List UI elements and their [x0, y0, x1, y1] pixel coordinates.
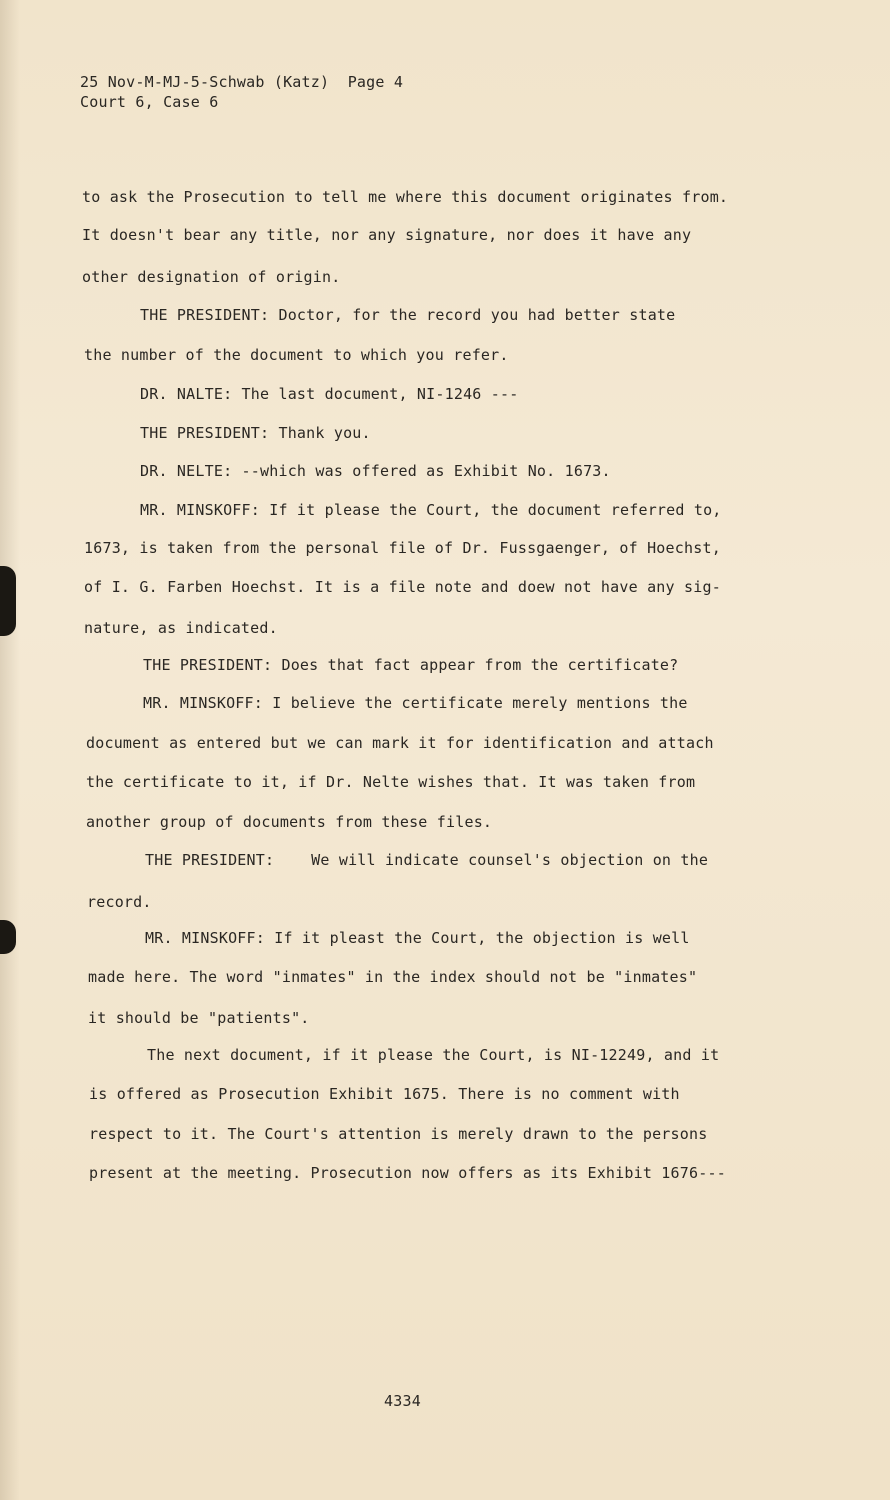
transcript-line-3: other designation of origin. — [82, 268, 341, 286]
header-line-case-ref: 25 Nov-M-MJ-5-Schwab (Katz) Page 4 — [80, 73, 404, 91]
header-line-court: Court 6, Case 6 — [80, 93, 219, 111]
transcript-line-22: it should be "patients". — [88, 1009, 310, 1027]
binder-hole-lower — [0, 920, 16, 954]
transcript-line-14: MR. MINSKOFF: I believe the certificate merely mentions the — [143, 694, 688, 712]
transcript-line-2: It doesn't bear any title, nor any signature, nor does it have any — [82, 226, 692, 244]
page-number: 4334 — [384, 1392, 421, 1410]
transcript-line-17: another group of documents from these files. — [86, 813, 493, 831]
transcript-line-12: nature, as indicated. — [84, 619, 278, 637]
transcript-line-25: respect to it. The Court's attention is merely drawn to the persons — [89, 1125, 708, 1143]
transcript-line-23: The next document, if it please the Court, is NI-12249, and it — [147, 1046, 720, 1064]
transcript-line-11: of I. G. Farben Hoechst. It is a file note and doew not have any sig- — [84, 578, 721, 596]
transcript-line-4: THE PRESIDENT: Doctor, for the record you had better state — [140, 306, 676, 324]
transcript-line-21: made here. The word "inmates" in the index should not be "inmates" — [88, 968, 698, 986]
page-header — [80, 72, 403, 112]
transcript-line-13: THE PRESIDENT: Does that fact appear from the certificate? — [143, 656, 679, 674]
transcript-line-8: DR. NELTE: --which was offered as Exhibit No. 1673. — [140, 462, 611, 480]
transcript-line-15: document as entered but we can mark it for identification and attach — [86, 734, 714, 752]
transcript-line-16: the certificate to it, if Dr. Nelte wishes that. It was taken from — [86, 773, 696, 791]
page-edge-shadow — [0, 0, 20, 1500]
transcript-line-18: THE PRESIDENT: We will indicate counsel's objection on the — [145, 851, 709, 869]
transcript-line-9: MR. MINSKOFF: If it please the Court, the document referred to, — [140, 501, 722, 519]
transcript-line-24: is offered as Prosecution Exhibit 1675. There is no comment with — [89, 1085, 680, 1103]
transcript-line-19: record. — [87, 893, 152, 911]
transcript-line-5: the number of the document to which you refer. — [84, 346, 509, 364]
transcript-line-7: THE PRESIDENT: Thank you. — [140, 424, 371, 442]
transcript-line-10: 1673, is taken from the personal file of Dr. Fussgaenger, of Hoechst, — [84, 539, 721, 557]
transcript-line-1: to ask the Prosecution to tell me where this document originates from. — [82, 188, 729, 206]
binder-hole-upper — [0, 566, 16, 636]
transcript-line-6: DR. NALTE: The last document, NI-1246 --- — [140, 385, 519, 403]
transcript-line-20: MR. MINSKOFF: If it pleast the Court, the objection is well — [145, 929, 690, 947]
transcript-line-26: present at the meeting. Prosecution now offers as its Exhibit 1676--- — [89, 1164, 726, 1182]
